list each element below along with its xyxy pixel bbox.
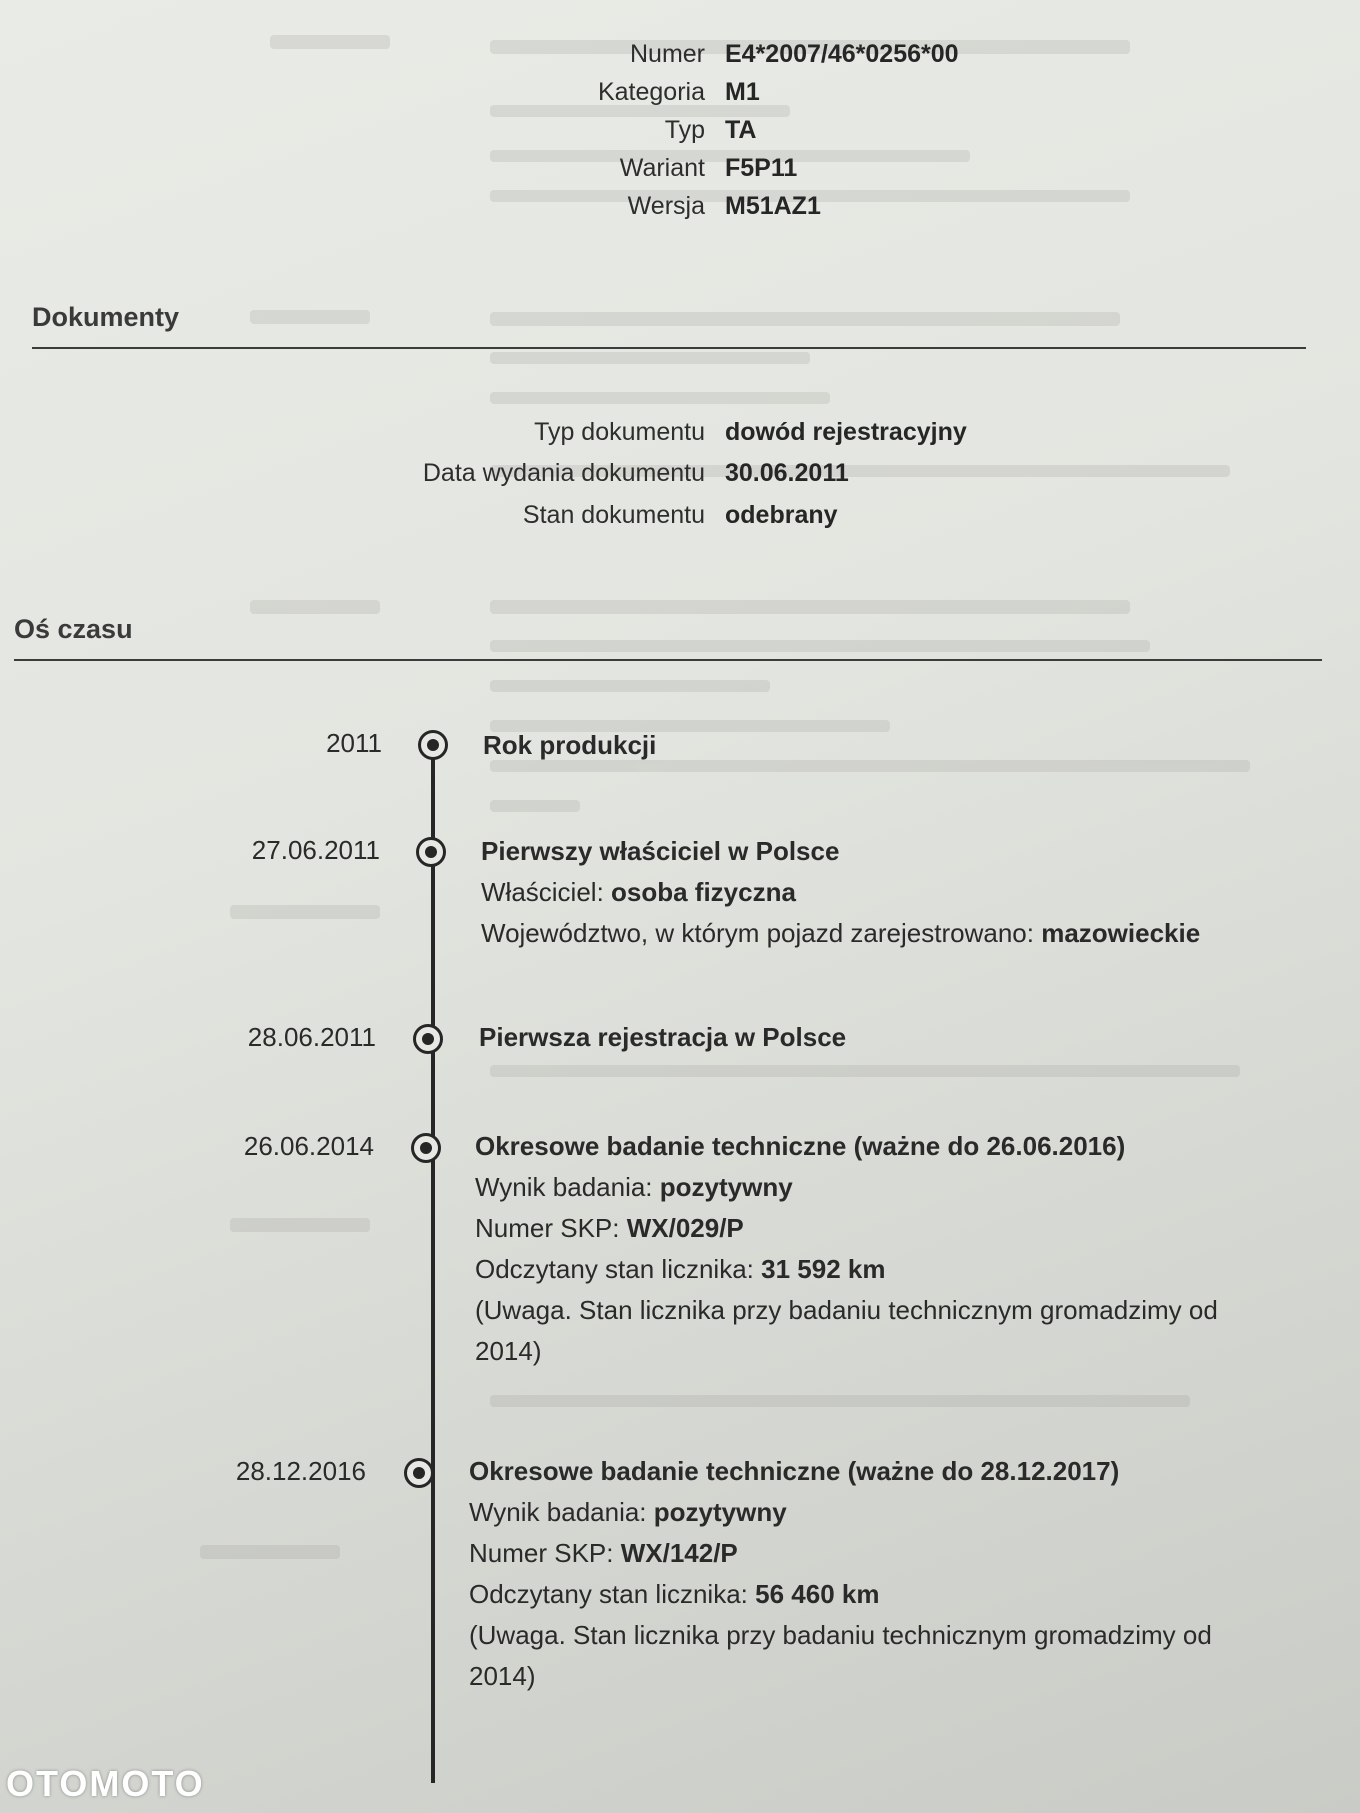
vehicle-row xyxy=(0,78,760,114)
timeline-event xyxy=(469,1451,1269,1697)
event-title: Okresowe badanie techniczne (ważne do 26.06.2016) xyxy=(475,1131,1126,1161)
owner-value: osoba fizyczna xyxy=(611,877,796,907)
section-divider xyxy=(32,347,1306,349)
odometer-value: 31 592 km xyxy=(761,1254,886,1284)
vehicle-row xyxy=(0,116,757,152)
document-row xyxy=(0,501,838,537)
timeline-marker-icon xyxy=(404,1458,434,1488)
odometer-label: Odczytany stan licznika: xyxy=(475,1254,762,1284)
event-odometer-line xyxy=(469,1574,1269,1615)
document-label: Stan dokumentu xyxy=(522,501,705,529)
event-skp-line xyxy=(475,1208,1275,1249)
vehicle-label: Wariant xyxy=(619,154,705,182)
event-note: (Uwaga. Stan licznika przy badaniu technicznym gromadzimy od xyxy=(469,1620,1212,1650)
vehicle-row xyxy=(0,154,798,190)
result-label: Wynik badania: xyxy=(475,1172,660,1202)
skp-label: Numer SKP: xyxy=(475,1213,627,1243)
timeline-event xyxy=(479,1017,1279,1058)
timeline-event xyxy=(475,1126,1275,1372)
vehicle-value: E4*2007/46*0256*00 xyxy=(725,40,959,68)
result-value: pozytywny xyxy=(653,1497,787,1527)
event-title: Pierwsza rejestracja w Polsce xyxy=(479,1022,847,1052)
timeline-date: 28.06.2011 xyxy=(247,1022,376,1052)
result-value: pozytywny xyxy=(659,1172,793,1202)
odometer-label: Odczytany stan licznika: xyxy=(469,1579,756,1609)
vehicle-value: M51AZ1 xyxy=(725,192,821,220)
event-title: Pierwszy właściciel w Polsce xyxy=(481,836,840,866)
event-note: (Uwaga. Stan licznika przy badaniu technicznym gromadzimy od xyxy=(475,1295,1218,1325)
document-row xyxy=(0,418,967,454)
event-owner-line xyxy=(481,872,1281,913)
section-title-timeline: Oś czasu xyxy=(14,614,133,644)
document-value: 30.06.2011 xyxy=(725,459,849,487)
vehicle-value: M1 xyxy=(725,78,760,106)
vehicle-value: F5P11 xyxy=(725,154,798,182)
otomoto-watermark: OTOMOTO xyxy=(6,1763,205,1804)
skp-value: WX/142/P xyxy=(620,1538,738,1568)
event-region-line xyxy=(481,913,1281,954)
document-label: Typ dokumentu xyxy=(534,418,705,446)
timeline-axis xyxy=(431,743,435,1783)
region-value: mazowieckie xyxy=(1041,918,1201,948)
event-title: Rok produkcji xyxy=(483,730,657,760)
timeline-marker-icon xyxy=(418,730,448,760)
document-label: Data wydania dokumentu xyxy=(422,459,705,487)
event-result-line xyxy=(469,1492,1269,1533)
timeline-date: 27.06.2011 xyxy=(251,835,380,865)
skp-value: WX/029/P xyxy=(626,1213,744,1243)
vehicle-label: Numer xyxy=(629,40,705,68)
timeline-date: 2011 xyxy=(326,728,382,758)
event-result-line xyxy=(475,1167,1275,1208)
event-skp-line xyxy=(469,1533,1269,1574)
timeline-marker-icon xyxy=(411,1133,441,1163)
event-title: Okresowe badanie techniczne (ważne do 28.12.2017) xyxy=(469,1456,1120,1486)
odometer-value: 56 460 km xyxy=(755,1579,880,1609)
section-title-documents: Dokumenty xyxy=(32,302,180,332)
vehicle-label: Kategoria xyxy=(597,78,705,106)
skp-label: Numer SKP: xyxy=(469,1538,621,1568)
vehicle-label: Typ xyxy=(664,116,705,144)
result-label: Wynik badania: xyxy=(469,1497,654,1527)
section-divider xyxy=(14,659,1322,661)
vehicle-value: TA xyxy=(725,116,757,144)
document-value: dowód rejestracyjny xyxy=(725,418,967,446)
timeline-marker-icon xyxy=(416,837,446,867)
vehicle-row xyxy=(0,40,959,76)
event-odometer-line xyxy=(475,1249,1275,1290)
timeline-date: 26.06.2014 xyxy=(243,1131,374,1161)
timeline-event xyxy=(483,725,1283,766)
timeline-date: 28.12.2016 xyxy=(235,1456,366,1486)
document-value: odebrany xyxy=(725,501,838,529)
vehicle-label: Wersja xyxy=(627,192,705,220)
owner-label: Właściciel: xyxy=(481,877,612,907)
region-label: Województwo, w którym pojazd zarejestrowano: xyxy=(481,918,1042,948)
timeline-marker-icon xyxy=(413,1024,443,1054)
document-row xyxy=(0,459,849,495)
vehicle-row xyxy=(0,192,821,228)
event-note: 2014) xyxy=(475,1336,542,1366)
timeline-event xyxy=(481,831,1281,954)
event-note: 2014) xyxy=(469,1661,536,1691)
